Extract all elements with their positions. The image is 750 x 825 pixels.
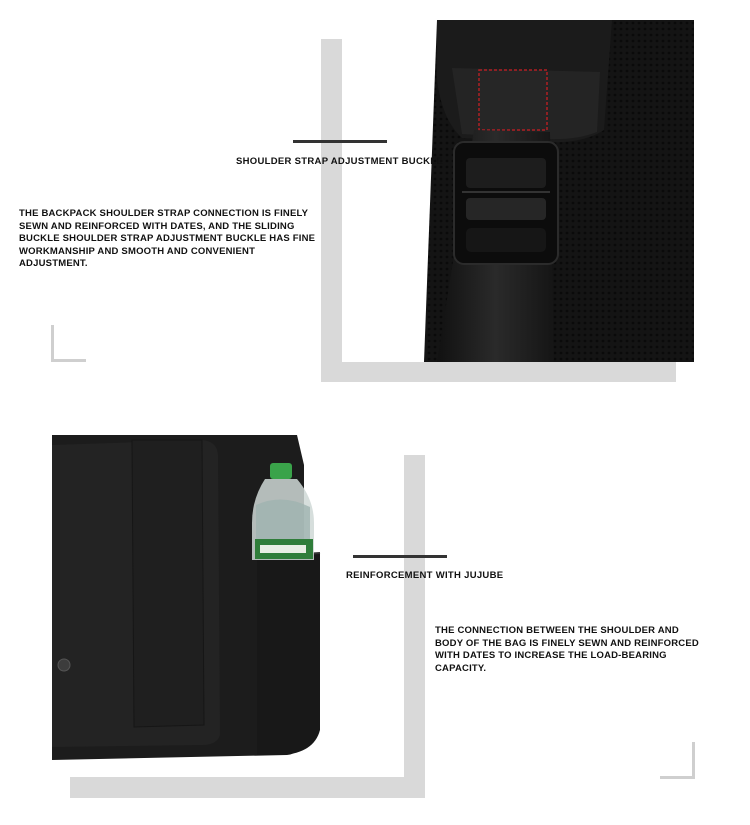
title-rule	[293, 140, 387, 143]
section-description: THE CONNECTION BETWEEN THE SHOULDER AND BODY OF THE BAG IS FINELY SEWN AND REINFORCED WITH DATES TO INCREASE THE LOAD-BEARING CAPACITY.	[435, 625, 699, 674]
corner-mark-vertical	[51, 325, 54, 362]
corner-mark-horizontal	[51, 359, 86, 362]
bag-side-pocket-photo	[52, 435, 404, 777]
section-title: REINFORCEMENT WITH JUJUBE	[346, 570, 504, 581]
strap-buckle-photo	[342, 20, 694, 362]
section-title: SHOULDER STRAP ADJUSTMENT BUCKLE	[236, 156, 443, 167]
corner-mark-vertical	[692, 742, 695, 779]
title-rule	[353, 555, 447, 558]
section-description: THE BACKPACK SHOULDER STRAP CONNECTION IS FINELY SEWN AND REINFORCED WITH DATES, AND THE SLIDING BUCKLE SHOULDER STRAP ADJUSTMENT BUCKLE HAS FINE WORKMANSHIP AND SMOOTH AND CONVENIENT ADJUSTMENT.	[19, 208, 316, 269]
corner-mark-horizontal	[660, 776, 695, 779]
